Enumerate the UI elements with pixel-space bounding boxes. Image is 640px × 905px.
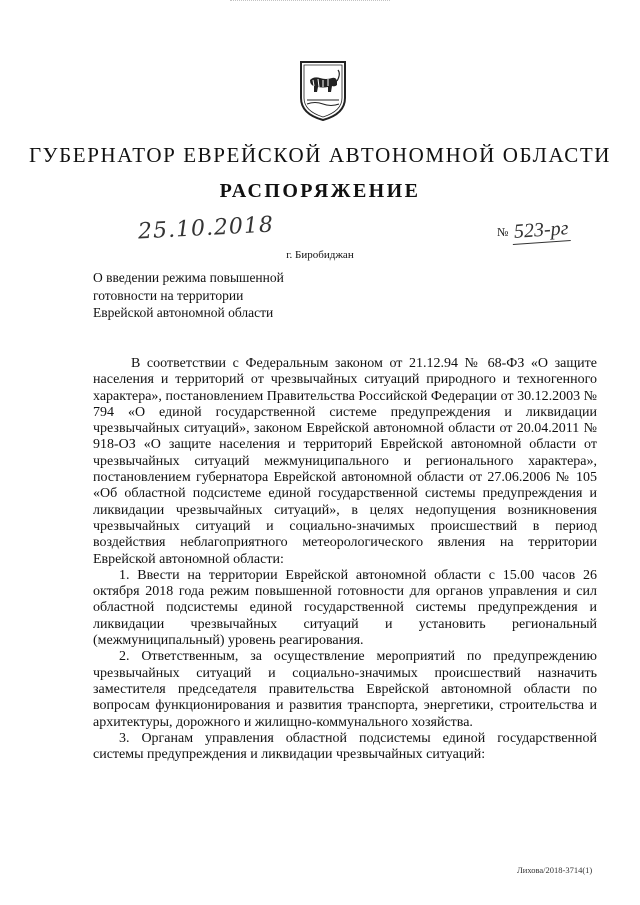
document-body	[93, 356, 597, 763]
handwritten-date: 25.10.2018	[137, 212, 275, 245]
governor-title: ГУБЕРНАТОР ЕВРЕЙСКОЙ АВТОНОМНОЙ ОБЛАСТИ	[28, 143, 612, 167]
issue-city: г. Биробиджан	[286, 249, 354, 261]
handwritten-number: 523-рг	[511, 217, 571, 245]
clause-2: 2. Ответственным, за осуществление мероприятий по предупреждению чрезвычайных ситуаций и социально-значимых происшествий назначить заместителя председателя правительства Еврейской автономной области по вопросам функционирования и развития транспорта, энергетики, строительства и архитектуры, дорожного и жилищно-коммунального хозяйства.	[93, 649, 597, 730]
subject-line: О введении режима повышенной	[93, 270, 284, 285]
document-type-heading: РАСПОРЯЖЕНИЕ	[219, 180, 421, 202]
clause-3: 3. Органам управления областной подсистемы единой государственной системы предупреждения и ликвидации чрезвычайных ситуаций:	[93, 730, 597, 763]
footer-code: Лихова/2018-3714(1)	[517, 865, 593, 875]
coat-of-arms-icon	[298, 58, 348, 122]
clause-1: 1. Ввести на территории Еврейской автономной области с 15.00 часов 26 октября 2018 года режим повышенной готовности для органов управления и сил областной подсистемы единой государственной системы предупреждения и ликвидации чрезвычайных ситуаций и установить региональный (межмуниципальный) уровень реагирования.	[93, 567, 597, 649]
preamble-paragraph: В соответствии с Федеральным законом от 21.12.94 № 68-ФЗ «О защите населения и территорий от чрезвычайных ситуаций природного и техногенного характера», постановлением Правительства Российской Федерации от 30.12.2003 № 794 «О единой государственной системе предупреждения и ликвидации чрезвычайных ситуаций», законом Еврейской автономной области от 20.04.2011 № 918-ОЗ «О защите населения и территорий Еврейской автономной области от чрезвычайных ситуаций межмуниципального и регионального характера», постановлением губернатора Еврейской автономной области от 27.06.2006 № 105 «Об областной подсистеме единой государственной системы предупреждения и ликвидации чрезвычайных ситуаций», в целях недопущения возникновения чрезвычайных ситуаций и социально-значимых происшествий в период воздействия неблагоприятного метеорологического явления на территории Еврейской автономной области:	[93, 356, 597, 567]
scan-artifact	[230, 0, 390, 9]
subject-line: готовности на территории	[93, 287, 244, 303]
subject-line: Еврейской автономной области	[93, 305, 274, 320]
document-subject	[93, 269, 284, 322]
number-label: №	[497, 225, 509, 239]
document-number	[497, 219, 570, 243]
